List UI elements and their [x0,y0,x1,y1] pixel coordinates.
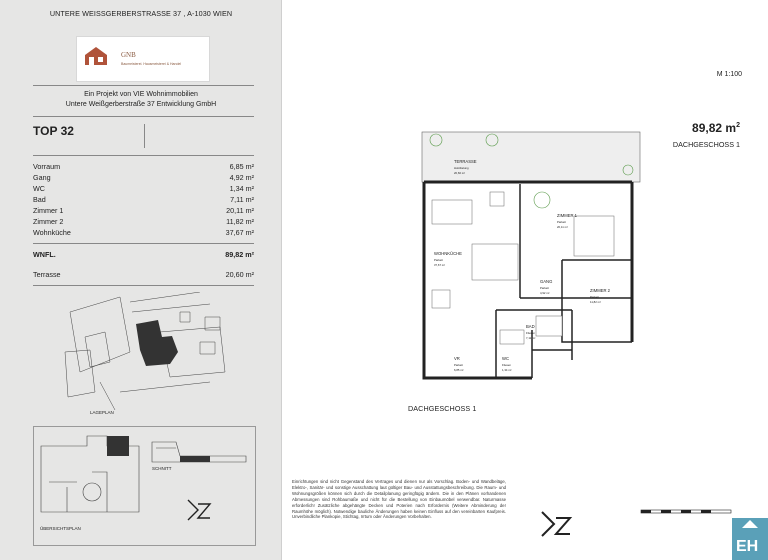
divider-line [33,243,254,244]
room-row: Zimmer 1 20,11 m² [33,206,254,215]
room-row: Zimmer 2 11,82 m² [33,217,254,226]
label-zimmer2-area: 11,82 m² [590,300,601,304]
label-wc: WC [502,356,509,361]
label-wc-sub: Fliesen [502,363,512,367]
brand-logo [732,518,768,560]
unit-title: TOP 32 [33,124,74,138]
room-row: Gang 4,92 m² [33,173,254,182]
scale-bar [640,508,732,516]
label-wc-area: 1,34 m² [502,368,512,372]
label-wohnkueche: WOHNKÜCHE [434,251,462,256]
lageplan-map [60,292,230,410]
label-bad-area: 7,11 m² [526,336,536,340]
label-zimmer1-area: 20,11 m² [557,225,568,229]
label-gang-sub: Parkett [540,286,549,290]
developer-logo [76,36,210,82]
uebersichtsplan-map [37,432,143,518]
label-terrasse-sub: Holzdielung [454,166,469,170]
divider-line [33,155,254,156]
schnitt-section [146,436,250,466]
label-bad: BAD [526,324,535,329]
brand-logo-text: EH [736,538,759,555]
label-zimmer2: ZIMMER 2 [590,288,611,293]
label-gang-area: 4,92 m² [540,291,550,295]
label-gang: GANG [540,279,553,284]
scale-label: M 1:100 [716,71,742,78]
divider-line [33,285,254,286]
disclaimer-text: Einrichtungen sind nicht Gegenstand des Vertrages und dienen nur als Vorschlag. Boden- und Wandbeläge, Elektro-, Sanitär- und sonstige Ausschattung laut gültiger Bau- und Ausstattungsbeschreibung. Die Raum- und Wohnungsgrößen können sich durch die Detailplanung geringfügig ändern. Die in den Plänen vorhandenen Abmessungen sind Rohbaumaße und nicht für die Bestellung von Einbaumöbel verwendbar. Naturmasse erforderlich! Zusätzliche abgehängte Decken und Poterien nach Erfordernis (Weitere Abminderung der Raumhöhe möglich). Notwendige bauliche Änderungen haben keinen Einfluss auf den vereinbarten Kaufpreis. Unverbindliche Plankopie, Stichtag, Irrtum oder Änderungen Vorbehalten. [292,479,506,520]
title-separator [144,124,145,148]
label-vr-sub: Parkett [454,363,463,367]
divider-line [33,116,254,117]
plan-north-arrow-icon [536,508,576,542]
room-row: WC 1,34 m² [33,184,254,193]
terrasse-row: Terrasse 20,60 m² [33,270,254,279]
label-terrasse-area: 20,60 m² [454,171,466,175]
north-arrow-icon [184,496,214,524]
label-zimmer1: ZIMMER 1 [557,213,578,218]
address-heading: UNTERE WEISSGERBERSTRASSE 37 , A-1030 WIEN [49,9,233,18]
logo-subtext: Baumeisterei. Hausmeisterei & Handel [121,62,182,66]
label-wohnkueche-sub: Parkett [434,258,443,262]
label-bad-sub: Fliesen [526,331,536,335]
house-icon [83,45,109,67]
roof-icon [742,520,758,528]
uebersichtsplan-label: ÜBERSICHTSPLAN [40,526,81,531]
lageplan-label: LAGEPLAN [90,410,114,415]
unit-floor: DACHGESCHOSS 1 [672,140,740,149]
room-row: Bad 7,11 m² [33,195,254,204]
project-line-2: Untere Weißgerberstraße 37 Entwicklung GmbH [65,101,217,108]
room-row: Wohnküche 37,67 m² [33,228,254,237]
logo-text: GNB [121,51,136,59]
unit-area: 89,82 $m^2$ [692,121,740,135]
wnfl-row: WNFL. 89,82 m² [33,250,254,259]
project-line-1: Ein Projekt von VIE Wohnimmobilien [84,91,198,98]
label-zimmer2-sub: Parkett [590,295,599,299]
schnitt-label: SCHNITT [152,466,172,471]
floor-plan [402,120,652,410]
label-zimmer1-sub: Parkett [557,220,566,224]
label-vr: VR [454,356,460,361]
room-row: Vorraum 6,85 m² [33,162,254,171]
plan-floor-label: DACHGESCHOSS 1 [408,404,477,413]
label-wohnkueche-area: 37,67 m² [434,263,446,267]
label-vr-area: 6,85 m² [454,368,464,372]
label-terrasse: TERRASSE [454,159,477,164]
sidebar-divider [281,0,282,560]
divider-line [33,85,254,86]
